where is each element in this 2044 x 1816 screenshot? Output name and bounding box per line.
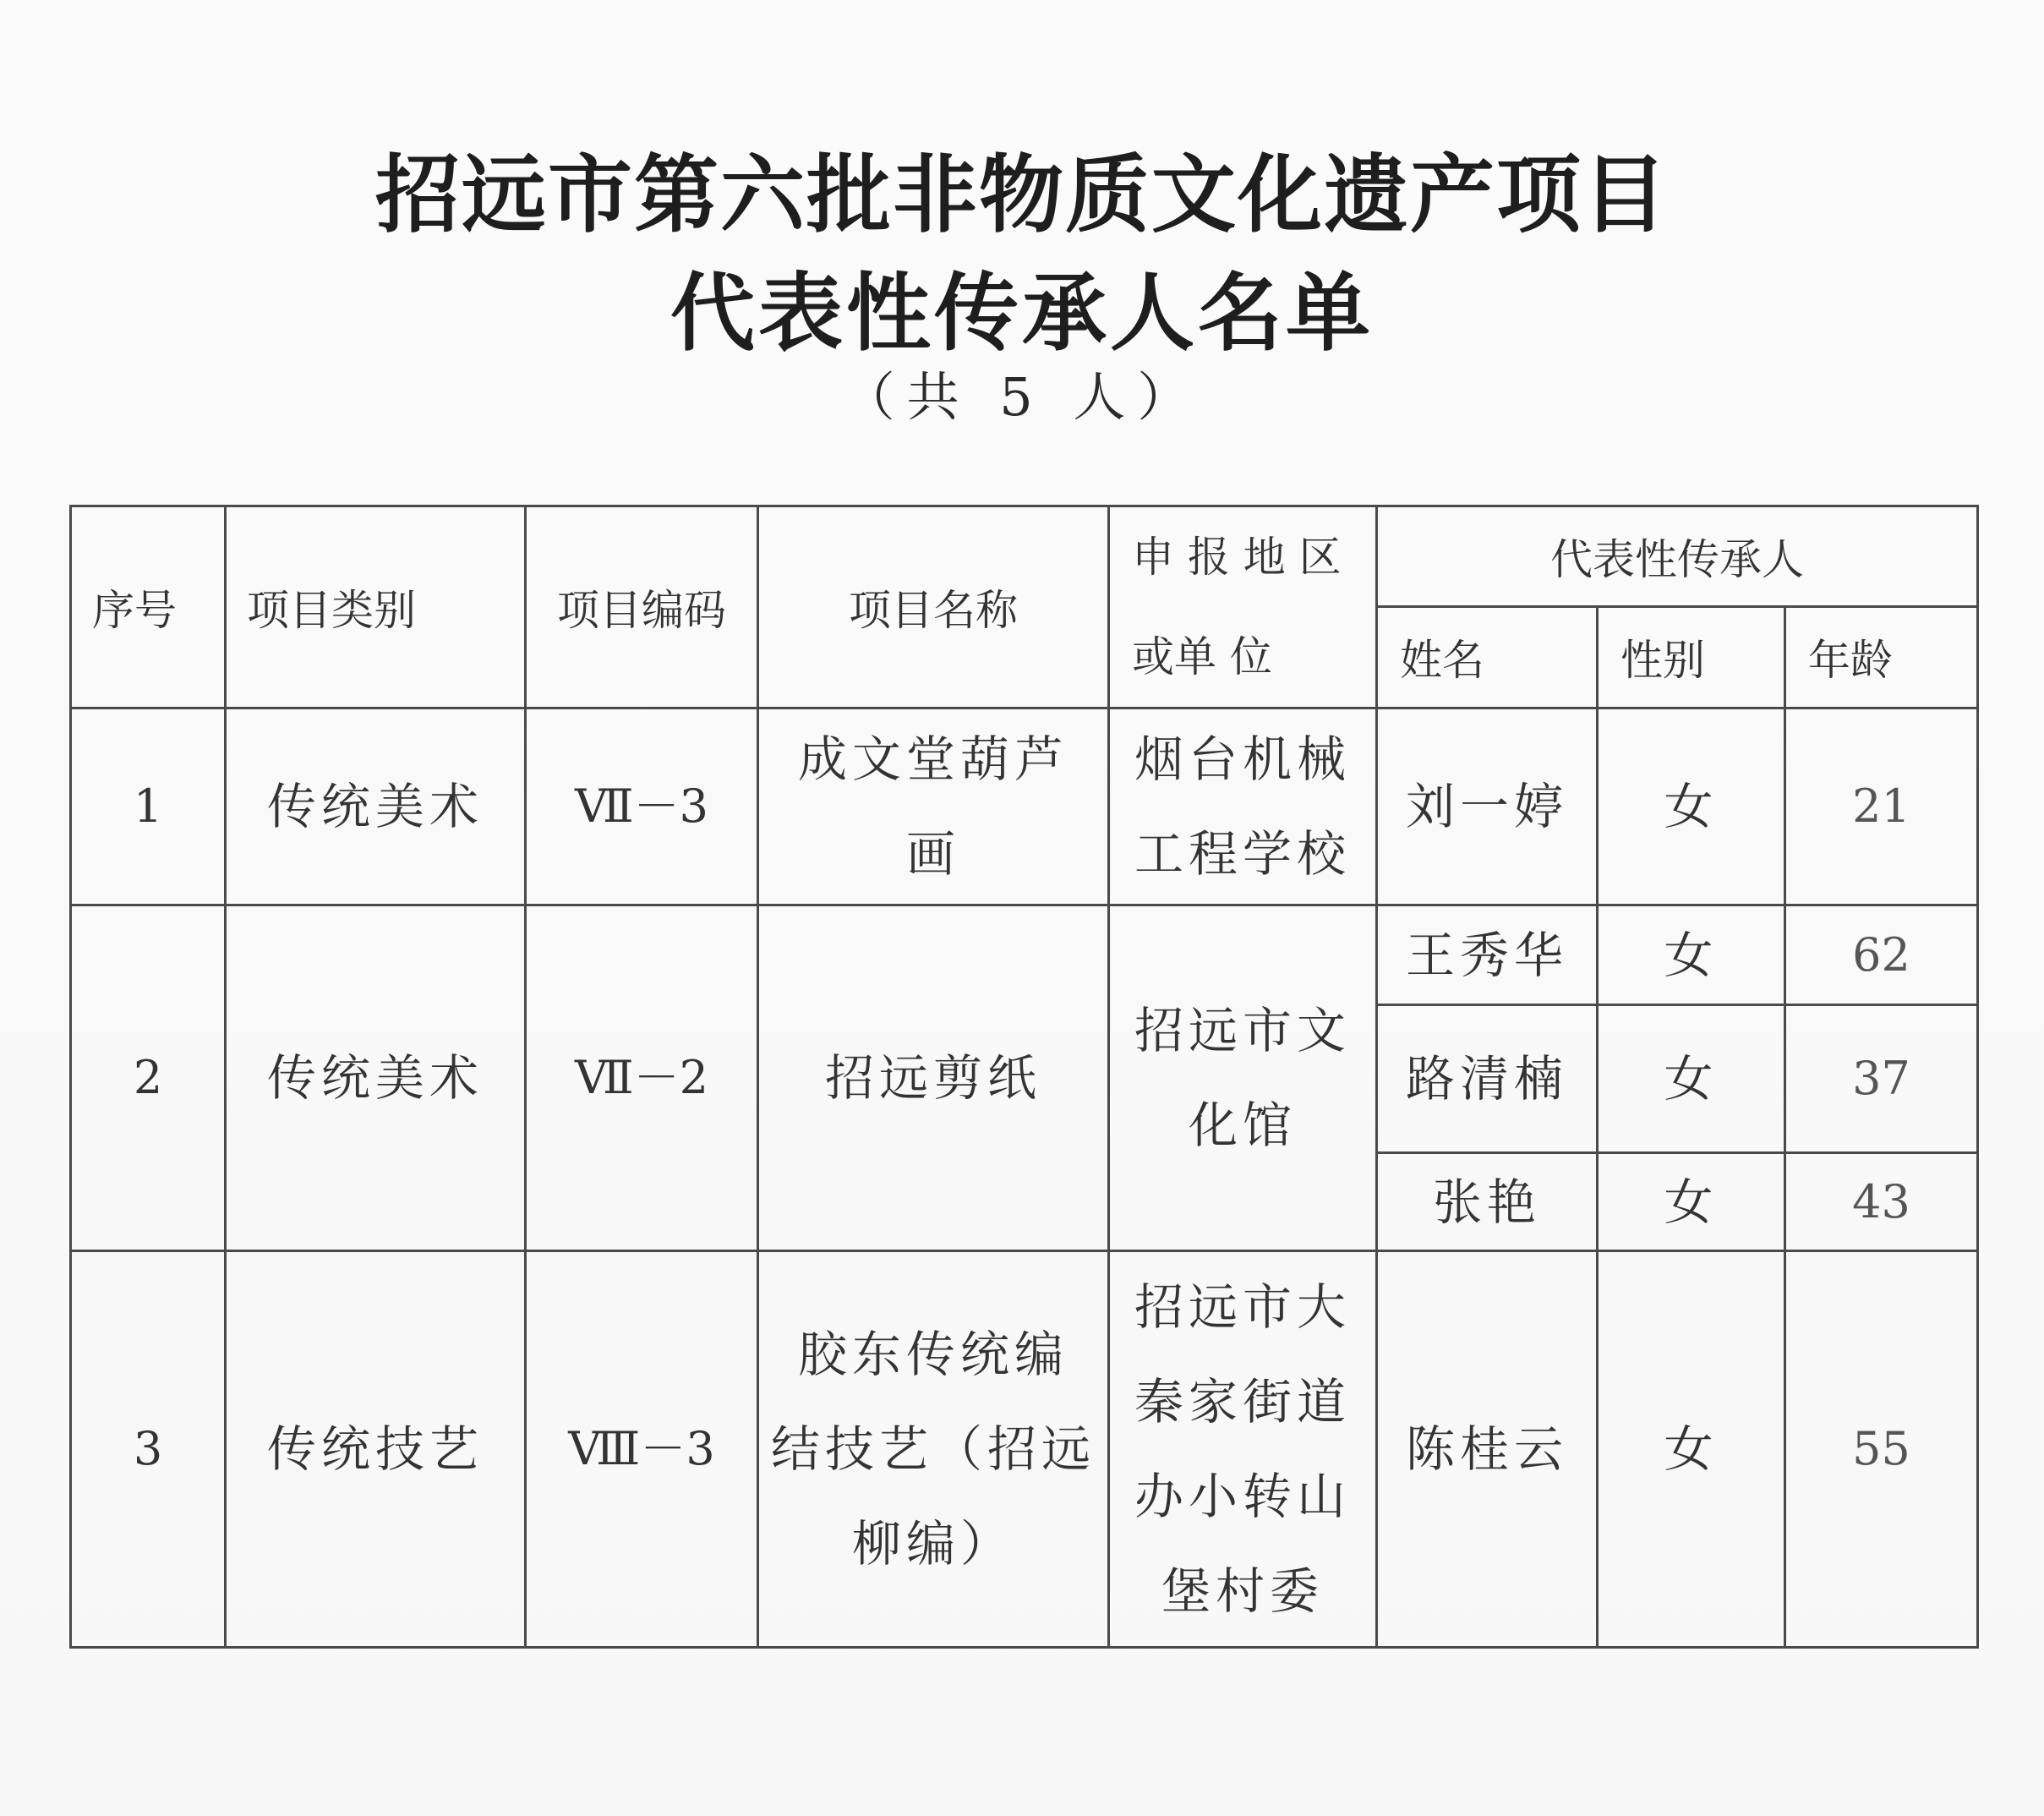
person-gender: 女 (1598, 708, 1785, 905)
region-line: 秦家街道 (1134, 1373, 1351, 1430)
header-category: 项目类别 (226, 506, 526, 708)
row-region (1109, 905, 1377, 1251)
row-region (1109, 708, 1377, 905)
table-row (71, 1251, 1978, 1648)
project-name-line: 结技艺（招远 (770, 1420, 1096, 1478)
person-age: 62 (1785, 905, 1978, 1005)
region-line: 工程学校 (1134, 825, 1351, 883)
person-name: 刘一婷 (1377, 708, 1598, 905)
document-title-line2: 代表性传承人名单 (670, 263, 1374, 363)
header-age: 年龄 (1785, 606, 1978, 708)
person-name: 王秀华 (1377, 905, 1598, 1005)
person-gender: 女 (1598, 1153, 1785, 1251)
row-project-name (758, 1251, 1109, 1648)
row-category: 传统美术 (226, 708, 526, 905)
project-name-line: 成文堂葫芦 (797, 730, 1068, 788)
header-region (1109, 506, 1377, 708)
table-row (71, 905, 1978, 1005)
inheritor-table (69, 505, 1979, 1649)
region-line: 烟台机械 (1134, 730, 1351, 788)
project-name-line: 胶东传统编 (797, 1326, 1068, 1383)
region-line: 堡村委 (1161, 1562, 1324, 1620)
header-gender: 性别 (1598, 606, 1785, 708)
row-seq: 3 (71, 1251, 226, 1648)
row-category: 传统美术 (226, 905, 526, 1251)
header-seq: 序号 (71, 506, 226, 708)
row-code: Ⅶ－2 (526, 905, 758, 1251)
header-person-name: 姓名 (1377, 606, 1598, 708)
header-region-line1: 申 报 地 区 (1132, 533, 1342, 582)
person-name: 路清楠 (1377, 1005, 1598, 1153)
header-code: 项目编码 (526, 506, 758, 708)
row-code: Ⅷ－3 (526, 1251, 758, 1648)
header-inheritor-group: 代表性传承人 (1377, 506, 1978, 607)
row-region (1109, 1251, 1377, 1648)
person-count: （共 5 人） (842, 366, 1202, 428)
region-line: 招远市文 (1134, 1002, 1351, 1059)
person-age: 55 (1785, 1251, 1978, 1648)
row-seq: 1 (71, 708, 226, 905)
row-seq: 2 (71, 905, 226, 1251)
document-title-line1: 招远市第六批非物质文化遗产项目 (375, 145, 1669, 244)
header-row (71, 506, 1978, 607)
project-name-line: 柳编） (851, 1515, 1014, 1573)
person-name: 张艳 (1377, 1153, 1598, 1251)
row-project-name: 招远剪纸 (758, 905, 1109, 1251)
region-line: 化馆 (1188, 1097, 1297, 1154)
row-category: 传统技艺 (226, 1251, 526, 1648)
header-name: 项目名称 (758, 506, 1109, 708)
person-name: 陈桂云 (1377, 1251, 1598, 1648)
person-age: 21 (1785, 708, 1978, 905)
person-gender: 女 (1598, 1251, 1785, 1648)
person-age: 37 (1785, 1005, 1978, 1153)
row-project-name (758, 708, 1109, 905)
row-code: Ⅶ－3 (526, 708, 758, 905)
table-row (71, 708, 1978, 905)
person-gender: 女 (1598, 1005, 1785, 1153)
region-line: 办小转山 (1134, 1468, 1351, 1525)
person-age: 43 (1785, 1153, 1978, 1251)
project-name-line: 画 (905, 825, 960, 883)
region-line: 招远市大 (1134, 1278, 1351, 1336)
person-gender: 女 (1598, 905, 1785, 1005)
header-region-line2: 或单 位 (1132, 632, 1272, 681)
